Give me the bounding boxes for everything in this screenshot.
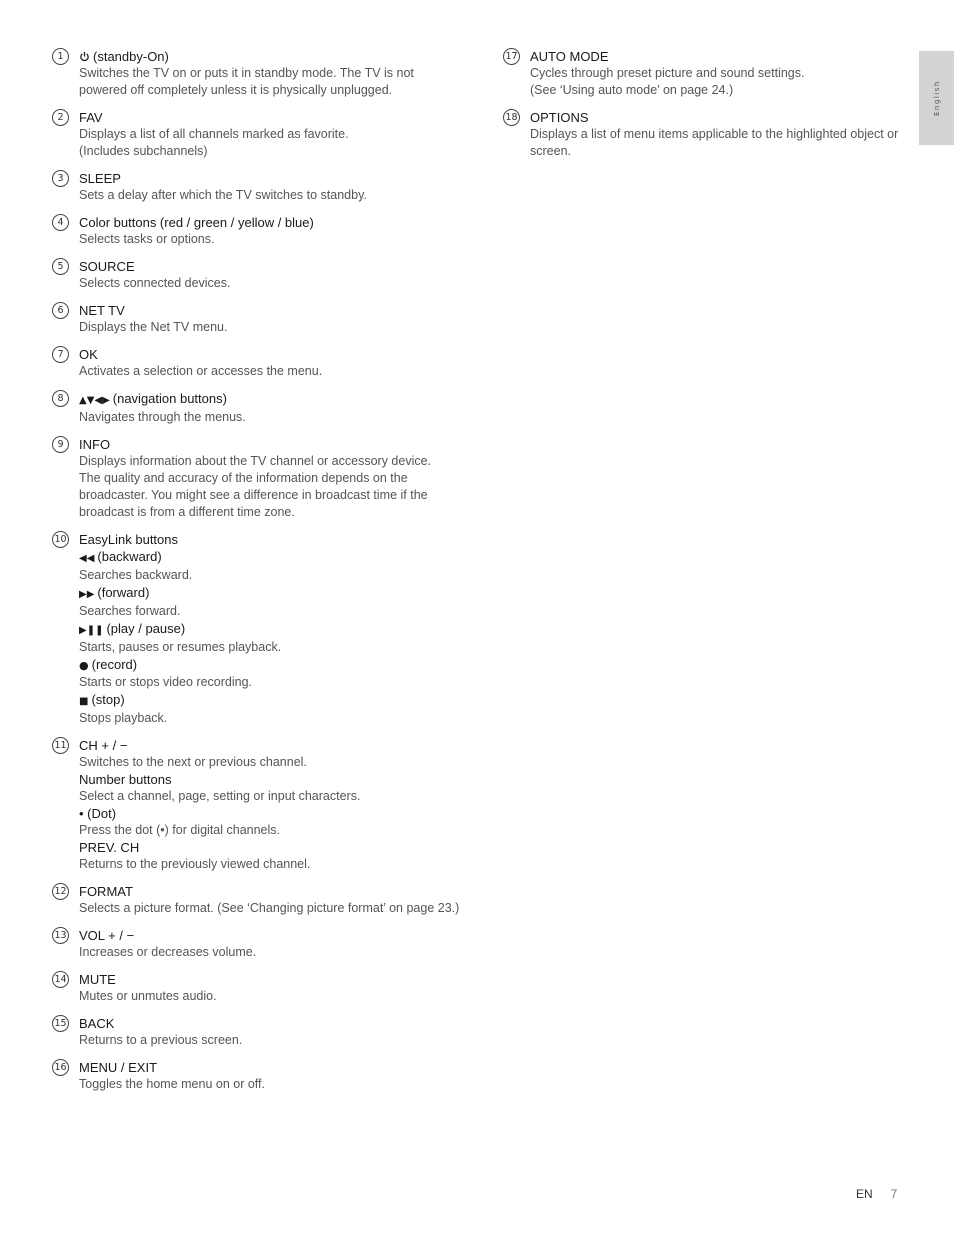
sub-item-title	[79, 771, 472, 788]
list-item	[52, 436, 472, 521]
item-title-text: INFO	[79, 437, 111, 452]
sub-item-description: Stops playback.	[79, 711, 168, 725]
list-item	[52, 883, 472, 917]
sub-item-title	[79, 805, 472, 822]
item-title	[79, 302, 472, 319]
item-description: Cycles through preset picture and sound settings.	[530, 66, 805, 80]
list-item	[52, 48, 472, 99]
item-description: Selects a picture format. (See ‘Changing picture format’ on page 23.)	[79, 901, 460, 915]
stop-icon: ■	[79, 696, 89, 707]
item-number: 12	[52, 883, 69, 900]
item-description: broadcast is from a different time zone.	[79, 505, 295, 519]
footer-language: EN	[856, 1187, 873, 1201]
list-item	[52, 109, 472, 160]
sub-item-description: Press the dot (•) for digital channels.	[79, 823, 281, 837]
item-description: Sets a delay after which the TV switches to standby.	[79, 188, 367, 202]
list-item	[503, 109, 903, 160]
item-title-text: MUTE	[79, 972, 116, 987]
item-description: Switches the TV on or puts it in standby mode. The TV is not	[79, 66, 414, 80]
item-title	[530, 48, 903, 65]
language-tab	[919, 51, 954, 145]
left-column	[52, 48, 472, 1103]
item-title	[79, 927, 472, 944]
item-description: Displays information about the TV channel or accessory device.	[79, 454, 432, 468]
item-number: 8	[52, 390, 69, 407]
page-number: 7	[890, 1187, 898, 1201]
item-title-text: SOURCE	[79, 259, 135, 274]
item-title	[79, 737, 472, 754]
language-tab-label: English	[932, 80, 941, 116]
play-pause-icon: ▶❚❚	[79, 625, 104, 636]
item-title	[79, 971, 472, 988]
item-number: 9	[52, 436, 69, 453]
item-number: 16	[52, 1059, 69, 1076]
item-description: Displays a list of all channels marked as favorite.	[79, 127, 349, 141]
item-description: Activates a selection or accesses the menu.	[79, 364, 323, 378]
item-title	[79, 170, 472, 187]
item-title-text: OPTIONS	[530, 110, 589, 125]
sub-item-description: Starts or stops video recording.	[79, 675, 252, 689]
sub-item-title-text: (backward)	[97, 549, 162, 564]
item-title-text: VOL + / −	[79, 928, 135, 943]
list-item	[52, 346, 472, 380]
item-description: Increases or decreases volume.	[79, 945, 257, 959]
item-title	[79, 436, 472, 453]
sub-item-description: Switches to the next or previous channel.	[79, 755, 307, 769]
item-title-text: BACK	[79, 1016, 115, 1031]
sub-item-title-text: PREV. CH	[79, 840, 140, 855]
item-description: The quality and accuracy of the information depends on the	[79, 471, 408, 485]
sub-item-description: Starts, pauses or resumes playback.	[79, 640, 282, 654]
item-description: (See ‘Using auto mode’ on page 24.)	[530, 83, 734, 97]
item-description: Displays a list of menu items applicable to the highlighted object or	[530, 127, 899, 141]
item-number: 2	[52, 109, 69, 126]
sub-item-title	[79, 620, 472, 639]
item-description: Displays the Net TV menu.	[79, 320, 228, 334]
item-number: 7	[52, 346, 69, 363]
list-item	[52, 302, 472, 336]
item-title-text: SLEEP	[79, 171, 121, 186]
item-description: Selects connected devices.	[79, 276, 231, 290]
record-icon: ●	[79, 659, 89, 672]
item-number: 6	[52, 302, 69, 319]
item-title	[79, 1015, 472, 1032]
item-title	[79, 214, 472, 231]
sub-item-title-text: (record)	[91, 657, 138, 672]
item-number: 4	[52, 214, 69, 231]
item-title	[79, 48, 472, 65]
item-number: 3	[52, 170, 69, 187]
item-title-text: FORMAT	[79, 884, 133, 899]
item-description: Mutes or unmutes audio.	[79, 989, 217, 1003]
sub-item-title	[79, 584, 472, 603]
item-description: Toggles the home menu on or off.	[79, 1077, 265, 1091]
list-item	[52, 170, 472, 204]
list-item	[52, 971, 472, 1005]
fast-forward-icon: ▶▶	[79, 589, 95, 600]
sub-item-description: Select a channel, page, setting or input characters.	[79, 789, 361, 803]
list-item	[52, 1015, 472, 1049]
list-item	[503, 48, 903, 99]
sub-item-description: Searches forward.	[79, 604, 181, 618]
list-item	[52, 737, 472, 873]
sub-item-title	[79, 548, 472, 567]
item-title	[79, 109, 472, 126]
item-title-text: CH + / −	[79, 738, 128, 753]
item-description: (Includes subchannels)	[79, 144, 208, 158]
item-number: 17	[503, 48, 520, 65]
item-title-text: AUTO MODE	[530, 49, 609, 64]
list-item	[52, 531, 472, 727]
item-title-text: Color buttons (red / green / yellow / blue)	[79, 215, 314, 230]
page-footer	[856, 1187, 897, 1201]
item-description: powered off completely unless it is physically unplugged.	[79, 83, 393, 97]
item-description: Navigates through the menus.	[79, 410, 246, 424]
item-title-text: MENU / EXIT	[79, 1060, 158, 1075]
item-title-text: (standby-On)	[93, 49, 169, 64]
sub-item-title	[79, 691, 472, 710]
item-title-text: NET TV	[79, 303, 125, 318]
item-title-text: EasyLink buttons	[79, 532, 179, 547]
sub-item-title-text: • (Dot)	[79, 806, 117, 821]
item-number: 5	[52, 258, 69, 275]
item-title	[79, 346, 472, 363]
sub-item-title	[79, 656, 472, 674]
item-number: 18	[503, 109, 520, 126]
sub-item-title-text: (forward)	[97, 585, 150, 600]
list-item	[52, 258, 472, 292]
item-number: 11	[52, 737, 69, 754]
item-number: 1	[52, 48, 69, 65]
sub-item-title-text: Number buttons	[79, 772, 172, 787]
sub-item-title	[79, 839, 472, 856]
item-description: broadcaster. You might see a difference in broadcast time if the	[79, 488, 428, 502]
item-title	[79, 883, 472, 900]
item-title-text: FAV	[79, 110, 103, 125]
item-description: Returns to a previous screen.	[79, 1033, 243, 1047]
item-title	[530, 109, 903, 126]
item-number: 14	[52, 971, 69, 988]
item-title	[79, 1059, 472, 1076]
item-title-text: (navigation buttons)	[112, 391, 227, 406]
list-item	[52, 1059, 472, 1093]
item-title	[79, 258, 472, 275]
item-number: 15	[52, 1015, 69, 1032]
rewind-icon: ◀◀	[79, 553, 95, 564]
power-icon	[79, 51, 90, 62]
item-title	[79, 390, 472, 409]
item-number: 13	[52, 927, 69, 944]
item-title-text: OK	[79, 347, 98, 362]
list-item	[52, 927, 472, 961]
item-description: Selects tasks or options.	[79, 232, 215, 246]
item-number: 10	[52, 531, 69, 548]
list-item	[52, 214, 472, 248]
list-item	[52, 390, 472, 426]
item-description: screen.	[530, 144, 571, 158]
sub-item-title-text: (play / pause)	[106, 621, 186, 636]
sub-item-title-text: (stop)	[91, 692, 125, 707]
item-title	[79, 531, 472, 548]
sub-item-description: Searches backward.	[79, 568, 193, 582]
right-column	[503, 48, 903, 170]
sub-item-description: Returns to the previously viewed channel.	[79, 857, 311, 871]
navigation-arrows-icon: ▲▼◀▶	[79, 395, 110, 406]
